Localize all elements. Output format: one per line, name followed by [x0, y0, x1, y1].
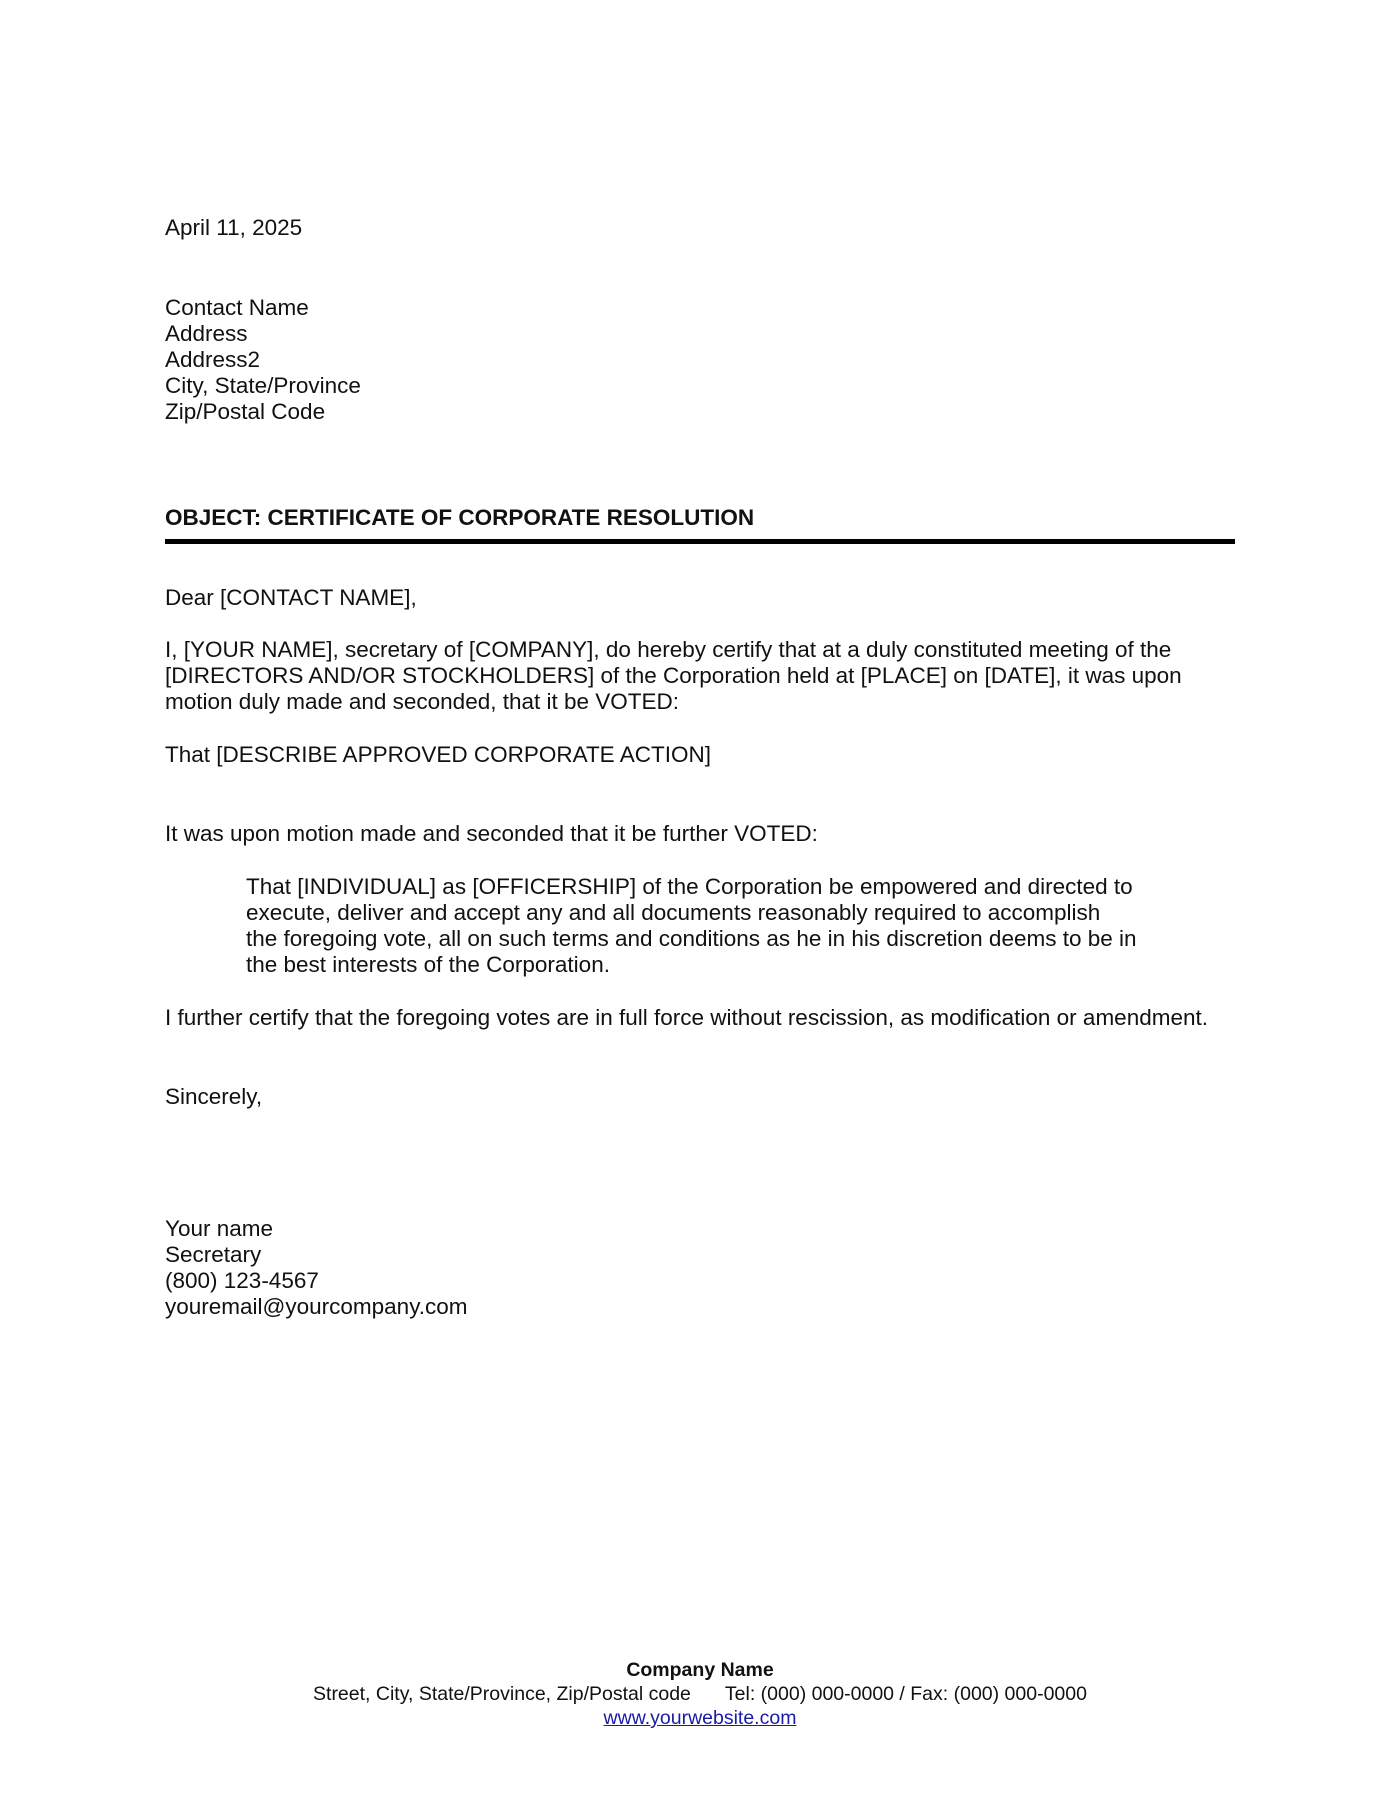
body-paragraph-certification	[165, 637, 1182, 715]
signer-phone: (800) 123-4567	[165, 1268, 319, 1293]
subject-divider	[165, 539, 1235, 544]
footer-website-link[interactable]: www.yourwebsite.com	[603, 1707, 797, 1729]
recipient-address-line1: Address	[165, 321, 248, 346]
body-paragraph-action: That [DESCRIBE APPROVED CORPORATE ACTION]	[165, 742, 711, 767]
body-paragraph-further-vote: It was upon motion made and seconded that it be further VOTED:	[165, 821, 818, 846]
recipient-postal-code: Zip/Postal Code	[165, 399, 326, 424]
paragraph-line: execute, deliver and accept any and all documents reasonably required to accomplish	[246, 900, 1101, 925]
body-paragraph-certify-force: I further certify that the foregoing votes are in full force without rescission, as modification or amendment.	[165, 1005, 1208, 1030]
footer-company-name: Company Name	[626, 1659, 774, 1681]
signer-email: youremail@yourcompany.com	[165, 1294, 468, 1319]
footer-website-row	[0, 1706, 1400, 1730]
signer-title: Secretary	[165, 1242, 262, 1267]
footer-contact-line	[0, 1682, 1400, 1706]
closing: Sincerely,	[165, 1084, 263, 1109]
paragraph-line: I, [YOUR NAME], secretary of [COMPANY], do hereby certify that at a duly constituted meeting of the	[165, 637, 1172, 662]
paragraph-line: [DIRECTORS AND/OR STOCKHOLDERS] of the Corporation held at [PLACE] on [DATE], it was upon	[165, 663, 1182, 688]
letter-date: April 11, 2025	[165, 215, 303, 240]
letter-subject: OBJECT: CERTIFICATE OF CORPORATE RESOLUTION	[165, 505, 755, 530]
paragraph-line: the foregoing vote, all on such terms and conditions as he in his discretion deems to be in	[246, 926, 1137, 951]
recipient-city-state: City, State/Province	[165, 373, 361, 398]
signer-name: Your name	[165, 1216, 273, 1241]
paragraph-line: the best interests of the Corporation.	[246, 952, 610, 977]
paragraph-line: That [INDIVIDUAL] as [OFFICERSHIP] of the Corporation be empowered and directed to	[246, 874, 1133, 899]
signature-block	[165, 1216, 468, 1320]
paragraph-line: motion duly made and seconded, that it be VOTED:	[165, 689, 680, 714]
recipient-contact-name: Contact Name	[165, 295, 309, 320]
footer-address: Street, City, State/Province, Zip/Postal code	[313, 1683, 691, 1705]
recipient-address-block	[165, 295, 361, 425]
footer-phone-fax: Tel: (000) 000-0000 / Fax: (000) 000-0000	[724, 1683, 1087, 1705]
indented-resolution-block	[246, 874, 1137, 978]
recipient-address-line2: Address2	[165, 347, 261, 372]
salutation: Dear [CONTACT NAME],	[165, 585, 417, 610]
